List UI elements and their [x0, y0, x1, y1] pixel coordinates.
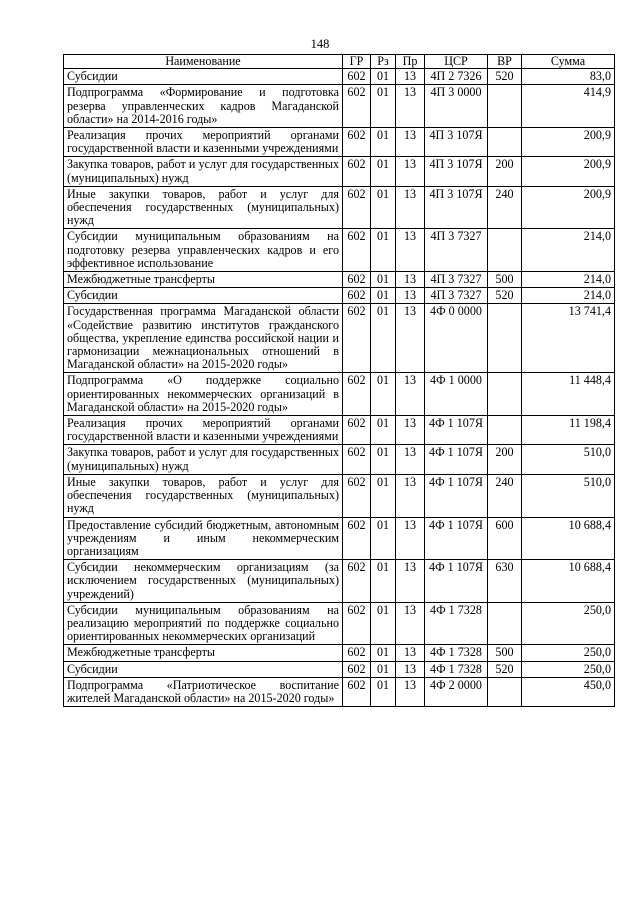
- table-row: [64, 186, 615, 229]
- page-number: 148: [310, 37, 330, 51]
- cell-csr: 4П 3 7327: [425, 272, 488, 288]
- cell-pr: 13: [396, 560, 425, 603]
- cell-gr: 602: [343, 186, 371, 229]
- cell-rz: 01: [371, 157, 396, 186]
- table-row: [64, 373, 615, 416]
- table-body: [64, 69, 615, 707]
- cell-gr: 602: [343, 157, 371, 186]
- cell-csr: 4П 3 0000: [425, 85, 488, 128]
- cell-pr: 13: [396, 128, 425, 157]
- cell-rz: 01: [371, 128, 396, 157]
- table-row: [64, 474, 615, 517]
- table-row: [64, 661, 615, 677]
- cell-sum: 214,0: [522, 229, 615, 272]
- table-row: [64, 645, 615, 661]
- cell-csr: 4П 3 7327: [425, 229, 488, 272]
- cell-name: Реализация прочих мероприятий органами государственной власти и казенными учреждениями: [64, 128, 343, 157]
- table-row: [64, 128, 615, 157]
- cell-rz: 01: [371, 186, 396, 229]
- cell-sum: 200,9: [522, 157, 615, 186]
- header-csr: ЦСР: [425, 55, 488, 69]
- cell-gr: 602: [343, 85, 371, 128]
- cell-gr: 602: [343, 677, 371, 706]
- cell-rz: 01: [371, 517, 396, 560]
- cell-sum: 13 741,4: [522, 304, 615, 373]
- cell-gr: 602: [343, 288, 371, 304]
- cell-csr: 4П 3 107Я: [425, 128, 488, 157]
- table-header-row: [64, 55, 615, 69]
- cell-name: Субсидии муниципальным образованиям на подготовку резерва управленческих кадров и его эффективное использование: [64, 229, 343, 272]
- cell-name: Подпрограмма «Патриотическое воспитание жителей Магаданской области» на 2015-2020 годы»: [64, 677, 343, 706]
- table-row: [64, 560, 615, 603]
- cell-sum: 414,9: [522, 85, 615, 128]
- cell-vr: 520: [488, 288, 522, 304]
- cell-vr: [488, 85, 522, 128]
- table-row: [64, 85, 615, 128]
- cell-pr: 13: [396, 85, 425, 128]
- cell-pr: 13: [396, 157, 425, 186]
- cell-csr: 4Ф 1 0000: [425, 373, 488, 416]
- cell-pr: 13: [396, 304, 425, 373]
- cell-rz: 01: [371, 288, 396, 304]
- header-sum: Сумма: [522, 55, 615, 69]
- cell-name: Субсидии некоммерческим организациям (за исключением государственных (муниципальных) учреждений): [64, 560, 343, 603]
- table-row: [64, 517, 615, 560]
- cell-csr: 4Ф 2 0000: [425, 677, 488, 706]
- cell-vr: [488, 677, 522, 706]
- cell-vr: 520: [488, 69, 522, 85]
- cell-name: Субсидии: [64, 69, 343, 85]
- cell-csr: 4Ф 1 7328: [425, 661, 488, 677]
- cell-name: Субсидии: [64, 288, 343, 304]
- cell-sum: 450,0: [522, 677, 615, 706]
- cell-csr: 4П 3 7327: [425, 288, 488, 304]
- cell-vr: 630: [488, 560, 522, 603]
- cell-gr: 602: [343, 474, 371, 517]
- cell-gr: 602: [343, 661, 371, 677]
- cell-sum: 250,0: [522, 645, 615, 661]
- cell-name: Иные закупки товаров, работ и услуг для обеспечения государственных (муниципальных) нужд: [64, 474, 343, 517]
- cell-name: Закупка товаров, работ и услуг для государственных (муниципальных) нужд: [64, 157, 343, 186]
- cell-name: Иные закупки товаров, работ и услуг для обеспечения государственных (муниципальных) нужд: [64, 186, 343, 229]
- cell-rz: 01: [371, 445, 396, 474]
- cell-rz: 01: [371, 560, 396, 603]
- cell-gr: 602: [343, 373, 371, 416]
- cell-pr: 13: [396, 677, 425, 706]
- cell-vr: 500: [488, 645, 522, 661]
- cell-pr: 13: [396, 69, 425, 85]
- cell-rz: 01: [371, 416, 396, 445]
- cell-gr: 602: [343, 416, 371, 445]
- cell-name: Подпрограмма «Формирование и подготовка резерва управленческих кадров Магаданской области» на 2014-2016 годы»: [64, 85, 343, 128]
- cell-name: Реализация прочих мероприятий органами государственной власти и казенными учреждениями: [64, 416, 343, 445]
- cell-csr: 4Ф 1 107Я: [425, 445, 488, 474]
- cell-sum: 10 688,4: [522, 560, 615, 603]
- cell-csr: 4Ф 1 107Я: [425, 560, 488, 603]
- cell-sum: 83,0: [522, 69, 615, 85]
- cell-rz: 01: [371, 373, 396, 416]
- cell-vr: 240: [488, 474, 522, 517]
- cell-gr: 602: [343, 560, 371, 603]
- cell-csr: 4Ф 1 107Я: [425, 474, 488, 517]
- cell-vr: 600: [488, 517, 522, 560]
- cell-sum: 214,0: [522, 272, 615, 288]
- cell-pr: 13: [396, 445, 425, 474]
- cell-vr: 500: [488, 272, 522, 288]
- cell-rz: 01: [371, 272, 396, 288]
- table-row: [64, 157, 615, 186]
- cell-csr: 4Ф 1 107Я: [425, 517, 488, 560]
- header-gr: ГР: [343, 55, 371, 69]
- table-row: [64, 272, 615, 288]
- cell-sum: 10 688,4: [522, 517, 615, 560]
- cell-pr: 13: [396, 416, 425, 445]
- cell-name: Межбюджетные трансферты: [64, 645, 343, 661]
- header-pr: Пр: [396, 55, 425, 69]
- cell-vr: 200: [488, 445, 522, 474]
- cell-csr: 4П 2 7326: [425, 69, 488, 85]
- cell-name: Субсидии: [64, 661, 343, 677]
- cell-vr: [488, 602, 522, 645]
- cell-sum: 11 198,4: [522, 416, 615, 445]
- header-rz: Рз: [371, 55, 396, 69]
- cell-rz: 01: [371, 602, 396, 645]
- table-row: [64, 229, 615, 272]
- cell-name: Субсидии муниципальным образованиям на реализацию мероприятий по поддержке социально ориентированных некоммерческих организаций: [64, 602, 343, 645]
- table-row: [64, 677, 615, 706]
- table-row: [64, 69, 615, 85]
- table-row: [64, 288, 615, 304]
- cell-pr: 13: [396, 229, 425, 272]
- cell-pr: 13: [396, 272, 425, 288]
- cell-rz: 01: [371, 69, 396, 85]
- cell-pr: 13: [396, 602, 425, 645]
- cell-vr: [488, 304, 522, 373]
- cell-sum: 510,0: [522, 445, 615, 474]
- cell-vr: [488, 373, 522, 416]
- cell-sum: 250,0: [522, 602, 615, 645]
- cell-vr: [488, 229, 522, 272]
- budget-table: [63, 54, 615, 707]
- cell-pr: 13: [396, 474, 425, 517]
- cell-gr: 602: [343, 445, 371, 474]
- cell-rz: 01: [371, 661, 396, 677]
- cell-csr: 4Ф 1 7328: [425, 602, 488, 645]
- cell-sum: 250,0: [522, 661, 615, 677]
- cell-csr: 4Ф 1 107Я: [425, 416, 488, 445]
- cell-csr: 4Ф 1 7328: [425, 645, 488, 661]
- cell-name: Государственная программа Магаданской области «Содействие развитию институтов гражданского общества, укрепление единства российской нации и гармонизации межнациональных отношений в Магаданской области» на 2015-2020 годы»: [64, 304, 343, 373]
- cell-vr: 240: [488, 186, 522, 229]
- cell-rz: 01: [371, 304, 396, 373]
- cell-name: Межбюджетные трансферты: [64, 272, 343, 288]
- cell-sum: 510,0: [522, 474, 615, 517]
- cell-name: Предоставление субсидий бюджетным, автономным учреждениям и иным некоммерческим организациям: [64, 517, 343, 560]
- cell-vr: [488, 416, 522, 445]
- header-name: Наименование: [64, 55, 343, 69]
- cell-csr: 4П 3 107Я: [425, 157, 488, 186]
- cell-rz: 01: [371, 229, 396, 272]
- cell-rz: 01: [371, 85, 396, 128]
- table-row: [64, 304, 615, 373]
- table-row: [64, 445, 615, 474]
- cell-rz: 01: [371, 677, 396, 706]
- cell-sum: 214,0: [522, 288, 615, 304]
- cell-gr: 602: [343, 69, 371, 85]
- cell-csr: 4П 3 107Я: [425, 186, 488, 229]
- cell-pr: 13: [396, 645, 425, 661]
- cell-rz: 01: [371, 645, 396, 661]
- cell-pr: 13: [396, 517, 425, 560]
- table-row: [64, 416, 615, 445]
- cell-csr: 4Ф 0 0000: [425, 304, 488, 373]
- cell-gr: 602: [343, 229, 371, 272]
- cell-sum: 200,9: [522, 186, 615, 229]
- cell-sum: 11 448,4: [522, 373, 615, 416]
- cell-name: Закупка товаров, работ и услуг для государственных (муниципальных) нужд: [64, 445, 343, 474]
- cell-pr: 13: [396, 373, 425, 416]
- cell-vr: 520: [488, 661, 522, 677]
- cell-gr: 602: [343, 128, 371, 157]
- cell-name: Подпрограмма «О поддержке социально ориентированных некоммерческих организаций в Магаданской области» на 2015-2020 годы»: [64, 373, 343, 416]
- cell-gr: 602: [343, 517, 371, 560]
- cell-rz: 01: [371, 474, 396, 517]
- cell-pr: 13: [396, 661, 425, 677]
- cell-vr: [488, 128, 522, 157]
- cell-sum: 200,9: [522, 128, 615, 157]
- cell-vr: 200: [488, 157, 522, 186]
- cell-gr: 602: [343, 304, 371, 373]
- cell-pr: 13: [396, 186, 425, 229]
- header-vr: ВР: [488, 55, 522, 69]
- cell-gr: 602: [343, 645, 371, 661]
- table-row: [64, 602, 615, 645]
- cell-gr: 602: [343, 272, 371, 288]
- cell-gr: 602: [343, 602, 371, 645]
- cell-pr: 13: [396, 288, 425, 304]
